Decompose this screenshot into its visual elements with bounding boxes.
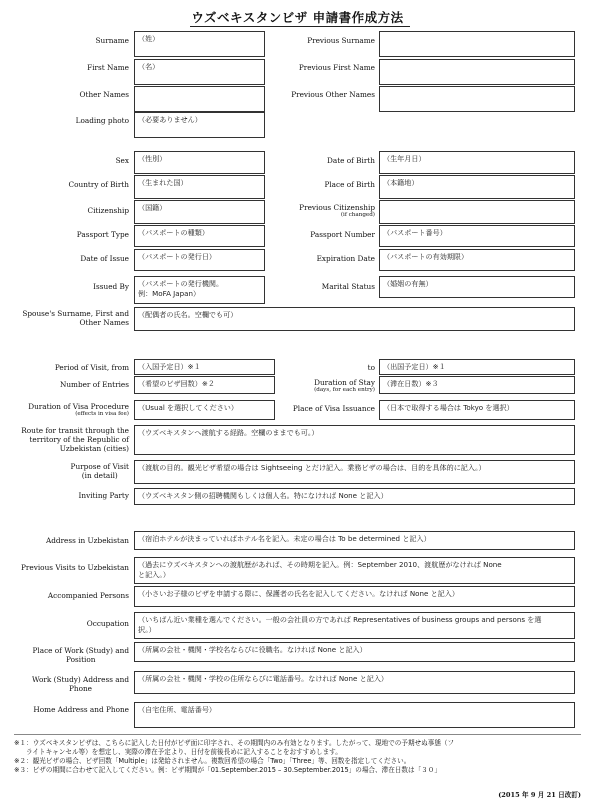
duration-of-procedure-label — [28, 402, 129, 418]
other-names-label: Other Names — [79, 90, 129, 99]
revision-date: (2015 年 9 月 21 日改訂) — [498, 791, 581, 799]
duration-of-stay-sub: (days, for each entry) — [314, 387, 375, 393]
passport-type-field[interactable]: （パスポートの種類） — [134, 225, 265, 247]
note-2: ※２：観光ビザの場合、ビザ回数「Multiple」は発給されません。複数回希望の場合「Two」「Three」等、回数を指定してください。 — [14, 757, 411, 765]
previous-visits-field[interactable] — [134, 557, 575, 584]
previous-visits-hint-1: （過去にウズベキスタンへの渡航歴があれば、その時期を記入。例：September 2010、渡航歴がなければ None — [138, 560, 502, 569]
place-of-issuance-field[interactable]: （日本で取得する場合は Tokyo を選択） — [379, 400, 575, 420]
route-field[interactable]: （ウズベキスタンへ渡航する経路。空欄のままでも可。） — [134, 425, 575, 455]
spouse-name-label-1: Spouse's Surname, First and — [22, 309, 129, 318]
work-address-field[interactable]: （所属の会社・機関・学校の住所ならびに電話番号。なければ None と記入） — [134, 671, 575, 694]
previous-citizenship-title: Previous Citizenship — [299, 203, 375, 212]
place-of-birth-label: Place of Birth — [324, 180, 375, 189]
duration-of-procedure-title: Duration of Visa Procedure — [28, 402, 129, 411]
first-name-field[interactable]: （名） — [134, 59, 265, 85]
note-1-line-1: ※１：ウズベキスタンビザは、こちらに記入した日付がビザ面に印字され、その期間内のみ有効となります。したがって、現地での予期せぬ事態（フ — [14, 739, 455, 747]
purpose-field[interactable]: （渡航の目的。観光ビザ希望の場合は Sightseeing とだけ記入。業務ビザの場合は、目的を具体的に記入。） — [134, 460, 575, 484]
marital-status-label: Marital Status — [321, 282, 375, 291]
occupation-hint-2: 択。） — [138, 624, 156, 634]
place-of-birth-field[interactable]: （本籍地） — [379, 175, 575, 199]
note-3: ※３：ビザの期間に合わせて記入してください。例：ビザ期間が「01.September.2015 – 30.September.2015」の場合、滞在日数は「３０」 — [14, 766, 441, 774]
note-1-line-2: ライトキャンセル等）を想定し、実際の滞在予定より、日付を前後長めに記入することをおすすめします。 — [26, 748, 342, 756]
previous-citizenship-label — [299, 203, 375, 219]
notes-divider — [14, 734, 581, 735]
accompanied-label: Accompanied Persons — [47, 591, 129, 600]
place-of-work-field[interactable]: （所属の会社・機関・学校名ならびに役職名。なければ None と記入） — [134, 642, 575, 662]
purpose-label — [71, 462, 129, 480]
address-uz-label: Address in Uzbekistan — [45, 536, 129, 545]
duration-of-procedure-field[interactable]: （Usual を選択してください） — [134, 400, 275, 420]
spouse-name-label-2: Other Names — [79, 318, 129, 327]
first-name-label: First Name — [87, 63, 129, 72]
number-of-entries-field[interactable]: （希望のビザ回数）※２ — [134, 376, 275, 394]
period-to-label: to — [367, 363, 375, 372]
spouse-name-field[interactable]: （配偶者の氏名。空欄でも可） — [134, 307, 575, 331]
surname-field[interactable]: （姓） — [134, 31, 265, 57]
previous-first-name-field[interactable] — [379, 59, 575, 85]
passport-type-label: Passport Type — [76, 230, 129, 239]
country-of-birth-label: Country of Birth — [68, 180, 129, 189]
previous-visits-hint-2: と記入。） — [138, 569, 170, 579]
work-address-label — [32, 675, 129, 693]
loading-photo-label: Loading photo — [75, 116, 129, 125]
previous-citizenship-sub: (if changed) — [340, 212, 375, 218]
place-of-work-label-1: Place of Work (Study) and — [32, 646, 129, 655]
place-of-work-label — [32, 646, 129, 664]
date-of-birth-label: Date of Birth — [327, 156, 375, 165]
surname-label: Surname — [95, 36, 129, 45]
place-of-work-label-2: Position — [66, 655, 96, 664]
issued-by-label: Issued By — [93, 282, 129, 291]
expiration-date-field[interactable]: （パスポートの有効期限） — [379, 249, 575, 271]
period-from-label: Period of Visit, from — [54, 363, 129, 372]
accompanied-field[interactable]: （小さいお子様のビザを申請する際に、保護者の氏名を記入してください。なければ None と記入） — [134, 586, 575, 607]
number-of-entries-label: Number of Entries — [59, 380, 129, 389]
passport-number-field[interactable]: （パスポート番号） — [379, 225, 575, 247]
loading-photo-field[interactable]: （必要ありません） — [134, 112, 265, 138]
previous-surname-label: Previous Surname — [307, 36, 375, 45]
duration-of-stay-field[interactable]: （滞在日数）※３ — [379, 376, 575, 394]
route-label — [21, 426, 129, 453]
sex-label: Sex — [115, 156, 129, 165]
occupation-label: Occupation — [86, 619, 129, 628]
route-label-2: territory of the Republic of — [29, 435, 129, 444]
date-of-issue-label: Date of Issue — [80, 254, 129, 263]
place-of-issuance-label: Place of Visa Issuance — [292, 404, 375, 413]
purpose-label-1: Purpose of Visit — [70, 462, 129, 471]
occupation-hint-1: （いちばん近い業種を選んでください。一般の会社員の方であれば Representatives of business groups and persons を選 — [138, 615, 542, 624]
home-address-field[interactable]: （自宅住所、電話番号） — [134, 702, 575, 728]
period-to-field[interactable]: （出国予定日）※１ — [379, 359, 575, 375]
page-title: ウズベキスタンビザ 申請書作成方法 — [191, 10, 404, 25]
previous-citizenship-field[interactable] — [379, 200, 575, 224]
previous-other-names-field[interactable] — [379, 86, 575, 112]
citizenship-field[interactable]: （国籍） — [134, 200, 265, 224]
previous-first-name-label: Previous First Name — [298, 63, 375, 72]
sex-field[interactable]: （性別） — [134, 151, 265, 174]
date-of-birth-field[interactable]: （生年月日） — [379, 151, 575, 174]
work-address-label-2: Phone — [68, 684, 92, 693]
marital-status-field[interactable]: （婚姻の有無） — [379, 276, 575, 298]
route-label-3: Uzbekistan (cities) — [59, 444, 129, 453]
other-names-field[interactable] — [134, 86, 265, 112]
inviting-party-field[interactable]: （ウズベキスタン側の招聘機関もしくは個人名。特になければ None と記入） — [134, 488, 575, 505]
country-of-birth-field[interactable]: （生まれた国） — [134, 175, 265, 199]
duration-of-procedure-sub: (effects in visa fee) — [75, 411, 129, 417]
issued-by-field[interactable] — [134, 276, 265, 304]
previous-visits-label: Previous Visits to Uzbekistan — [21, 563, 129, 572]
title-underline — [190, 26, 410, 27]
occupation-field[interactable] — [134, 612, 575, 639]
address-uz-field[interactable]: （宿泊ホテルが決まっていればホテル名を記入。未定の場合は To be determined と記入） — [134, 531, 575, 550]
duration-of-stay-label — [314, 378, 375, 394]
route-label-1: Route for transit through the — [21, 426, 129, 435]
previous-other-names-label: Previous Other Names — [291, 90, 375, 99]
duration-of-stay-title: Duration of Stay — [314, 378, 375, 387]
expiration-date-label: Expiration Date — [316, 254, 375, 263]
inviting-party-label: Inviting Party — [78, 491, 129, 500]
work-address-label-1: Work (Study) Address and — [31, 675, 129, 684]
spouse-name-label — [22, 309, 129, 327]
issued-by-hint-1: （パスポートの発行機関。 — [138, 279, 224, 288]
passport-number-label: Passport Number — [310, 230, 375, 239]
notes-section — [14, 739, 584, 775]
date-of-issue-field[interactable]: （パスポートの発行日） — [134, 249, 265, 271]
issued-by-hint-2: 例：MoFA Japan） — [138, 288, 201, 298]
period-from-field[interactable]: （入国予定日）※１ — [134, 359, 275, 375]
home-address-label: Home Address and Phone — [33, 705, 129, 714]
citizenship-label: Citizenship — [87, 206, 129, 215]
purpose-label-2: (in detail) — [81, 471, 118, 480]
previous-surname-field[interactable] — [379, 31, 575, 57]
